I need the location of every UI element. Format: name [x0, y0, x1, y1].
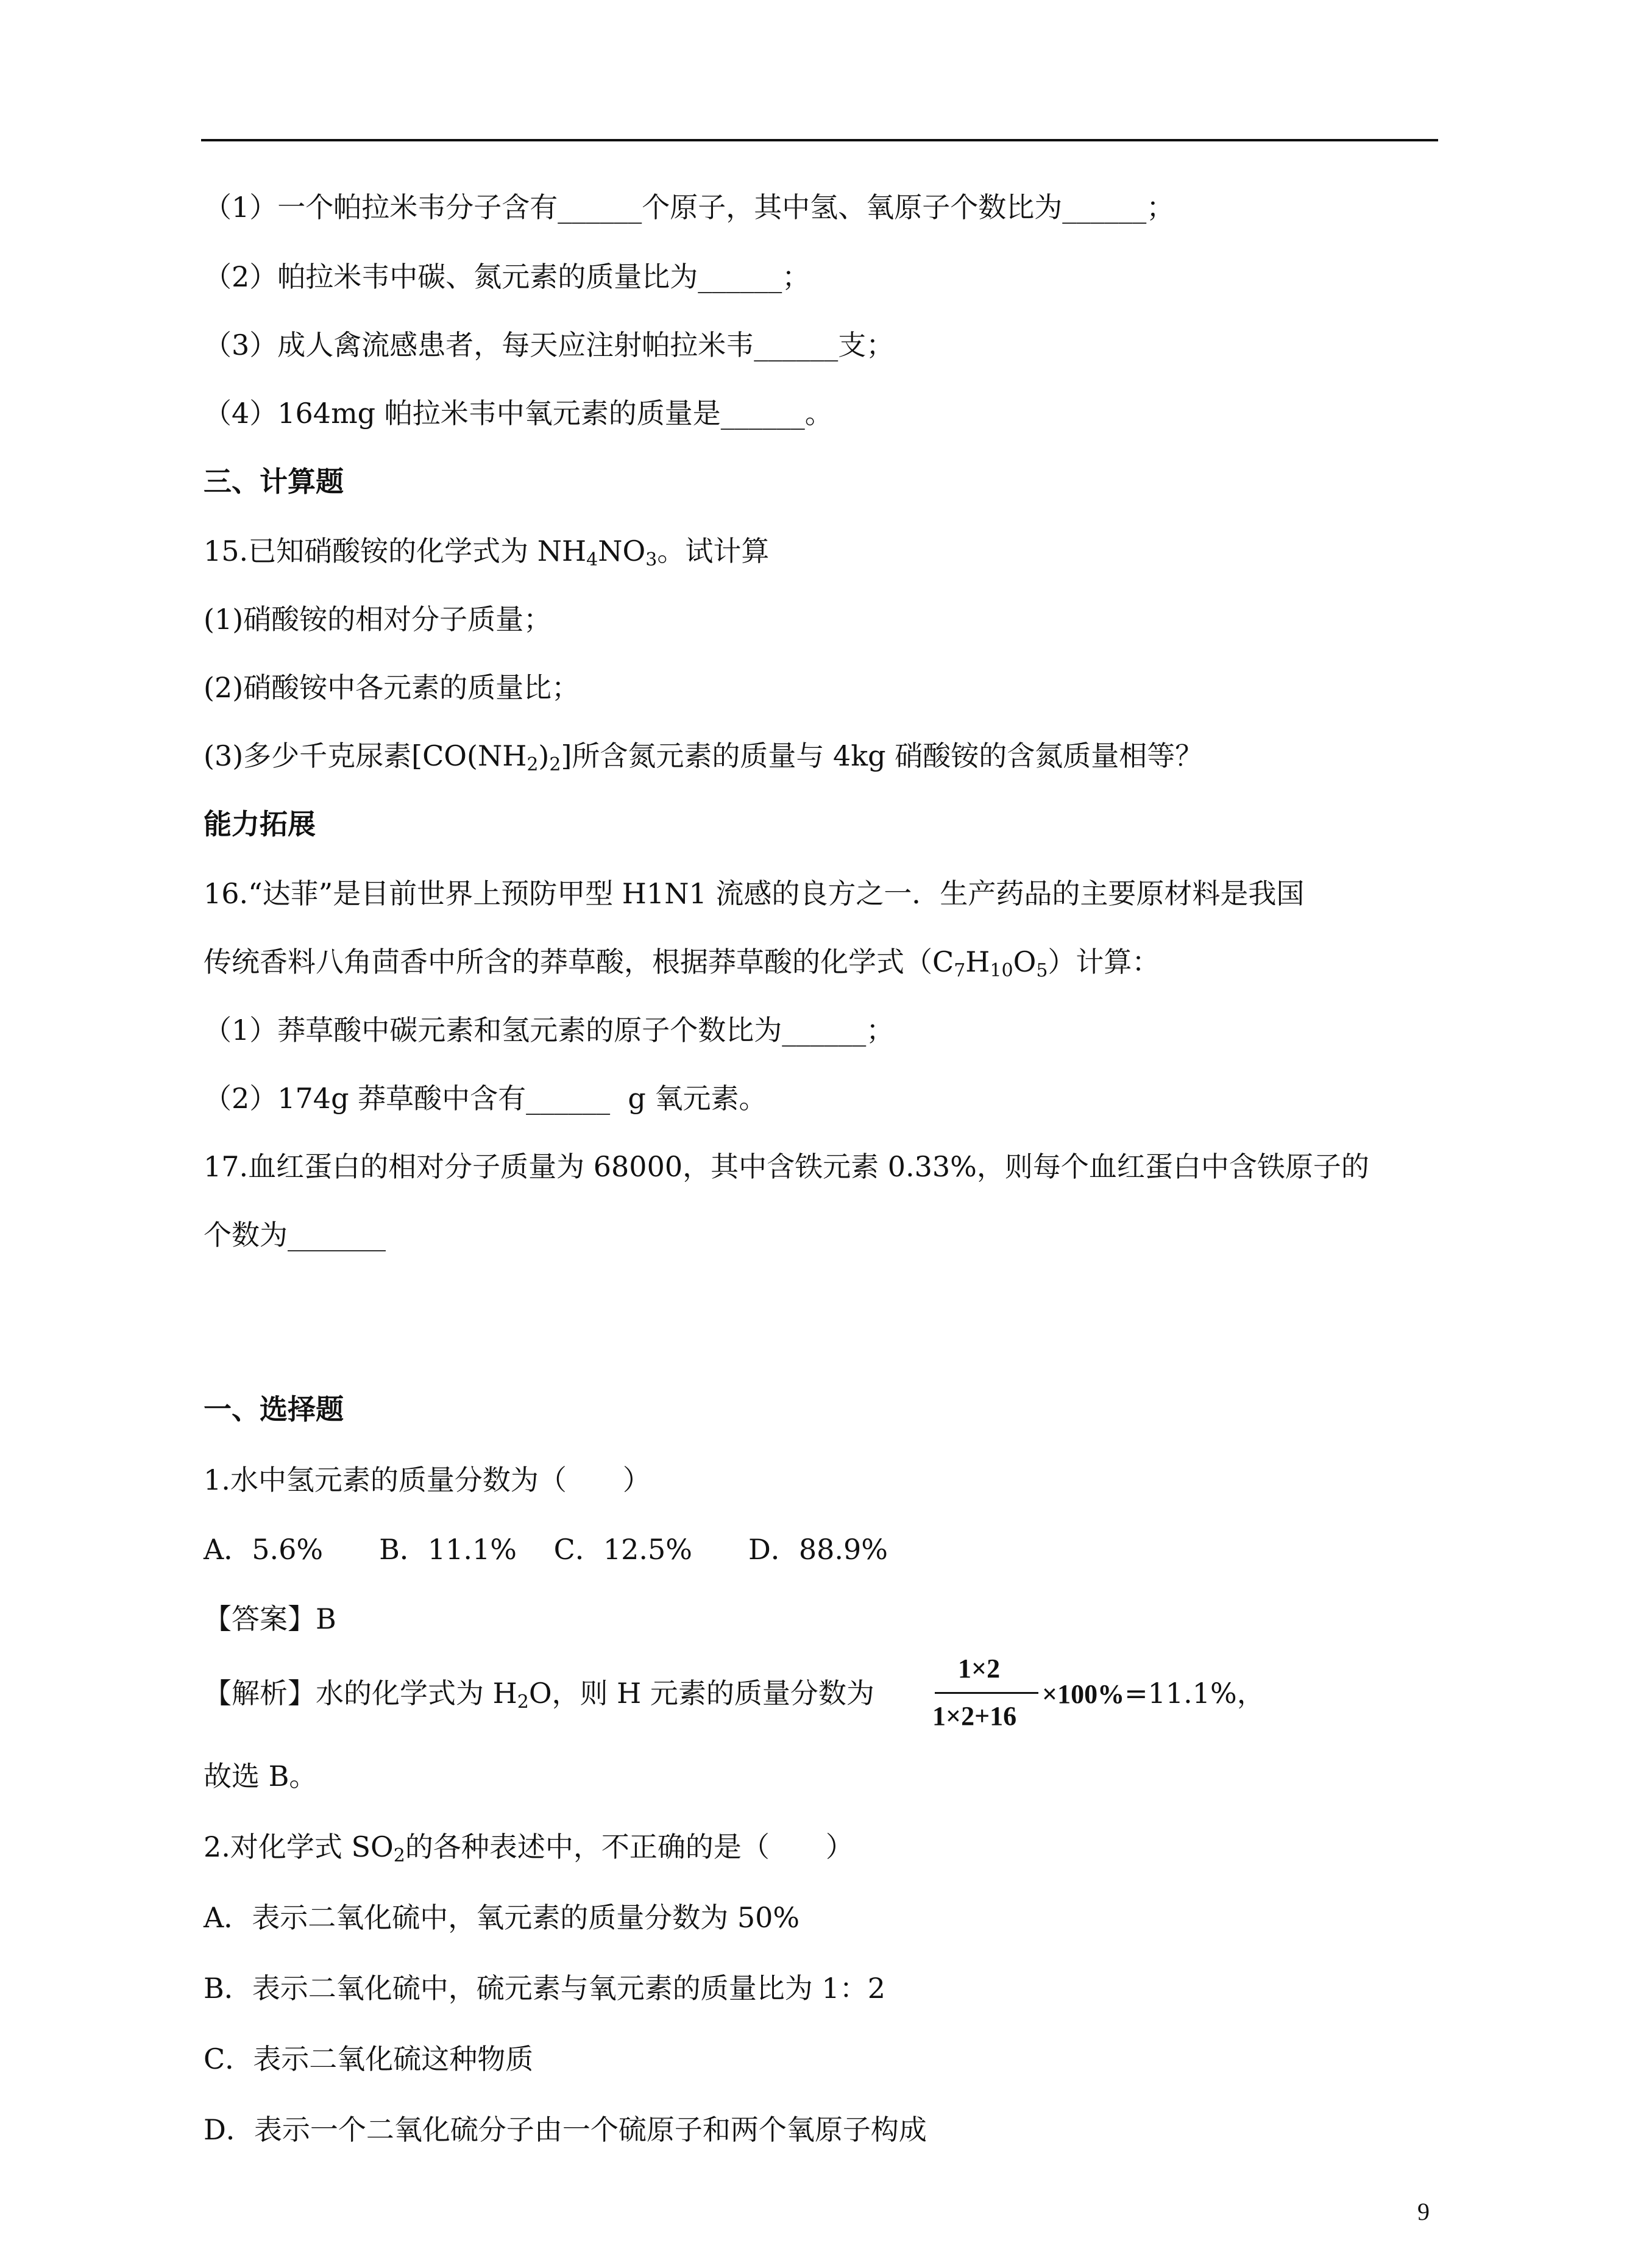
a1-analysis: 【解析】水的化学式为 $H_2O$，则 H 元素的质量分数为	[204, 1677, 874, 1713]
fraction-tail	[1042, 1675, 1265, 1713]
page-number: 9	[1417, 2198, 1430, 2225]
section-heading-calculation: 三、计算题	[204, 465, 344, 498]
a2-question: 2.对化学式 $SO_2$的各种表述中，不正确的是（ ）	[204, 1830, 854, 1866]
section-heading-ability: 能力拓展	[204, 808, 316, 841]
q14-part3: （3）成人禽流感患者，每天应注射帕拉米韦______支；	[204, 329, 895, 361]
a2-option-a: A．表示二氧化硫中，氧元素的质量分数为 50%	[204, 1901, 800, 1934]
fraction-numerator: 1×2	[958, 1654, 1001, 1683]
fraction-result: =11.1%，	[1124, 1677, 1265, 1710]
q15-part3: (3)多少千克尿素$[CO(NH_2)_2]$所含氮元素的质量与 4kg 硝酸铵的含氮质量相等？	[204, 739, 1204, 775]
section-heading-choice: 一、选择题	[204, 1393, 344, 1426]
q16-part2: （2）174g 莽草酸中含有______ g 氧元素。	[204, 1082, 767, 1115]
a2-option-b: B．表示二氧化硫中，硫元素与氧元素的质量比为 1：2	[204, 1972, 885, 2005]
q14-part1: （1）一个帕拉米韦分子含有______个原子，其中氢、氧原子个数比为______；	[204, 191, 1175, 224]
a2-option-c: C．表示二氧化硫这种物质	[204, 2042, 534, 2075]
fraction-denominator: 1×2+16	[932, 1701, 1017, 1731]
a1-options: A．5.6% B．11.1% C．12.5% D．88.9%	[204, 1533, 888, 1566]
q16-line1: 16.“达菲”是目前世界上预防甲型 H1N1 流感的良方之一．生产药品的主要原材料是我国	[204, 877, 1305, 910]
q14-part4: （4）164mg 帕拉米韦中氧元素的质量是______。	[204, 397, 833, 430]
q17-line2: 个数为_______	[204, 1218, 386, 1251]
q15-stem: 15.已知硝酸铵的化学式为 $NH_4NO_3$。试计算	[204, 535, 770, 571]
q17-line1: 17.血红蛋白的相对分子质量为 68000，其中含铁元素 0.33%，则每个血红蛋白中含铁原子的	[204, 1150, 1369, 1183]
fraction-formula	[932, 1652, 1042, 1737]
a1-answer: 【答案】B	[204, 1602, 336, 1635]
header-rule	[201, 139, 1438, 141]
q16-line2: 传统香料八角茴香中所含的莽草酸，根据莽草酸的化学式$(C_7H_{10}O_5)$计算：	[204, 945, 1160, 981]
a1-conclusion: 故选 B。	[204, 1760, 317, 1793]
a2-option-d: D．表示一个二氧化硫分子由一个硫原子和两个氧原子构成	[204, 2113, 927, 2146]
multiply-100-percent: ×100%	[1042, 1679, 1125, 1709]
q15-part1: (1)硝酸铵的相对分子质量；	[204, 603, 552, 636]
a1-question: 1.水中氢元素的质量分数为（ ）	[204, 1463, 651, 1496]
fraction-bar	[935, 1692, 1038, 1694]
q16-part1: （1）莽草酸中碳元素和氢元素的原子个数比为______；	[204, 1014, 895, 1047]
q14-part2: （2）帕拉米韦中碳、氮元素的质量比为______；	[204, 260, 810, 293]
q15-part2: (2)硝酸铵中各元素的质量比；	[204, 671, 580, 704]
